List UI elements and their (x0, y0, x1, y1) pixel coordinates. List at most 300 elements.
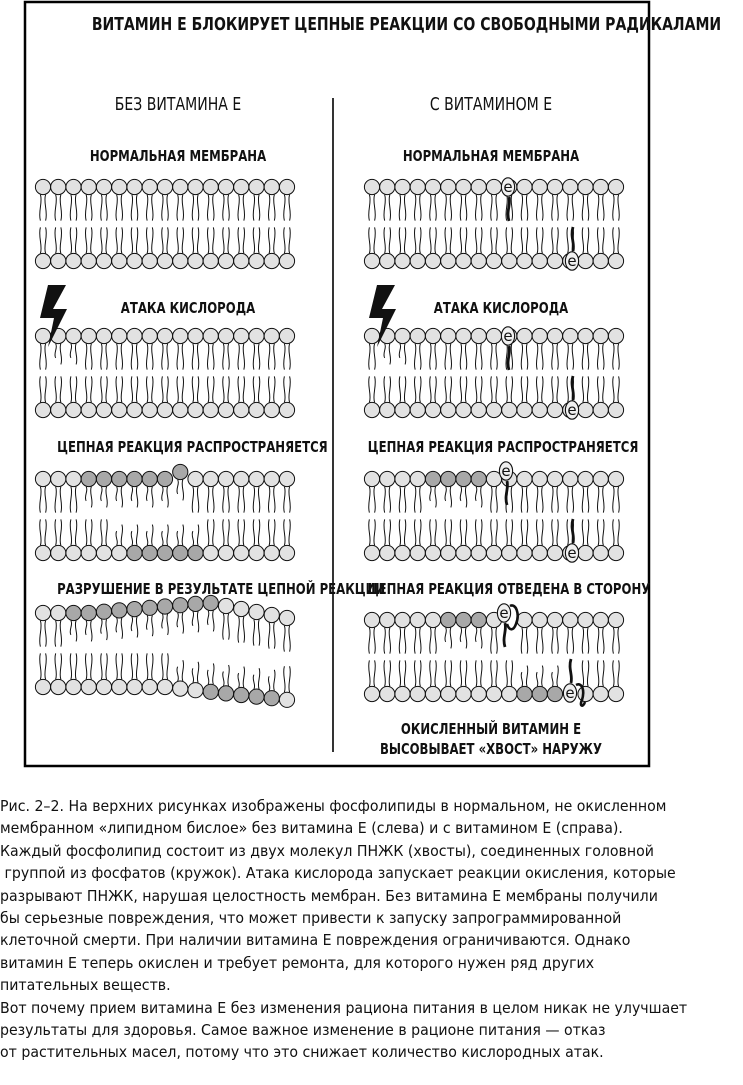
phospholipid-head (157, 545, 172, 560)
phospholipid-head (218, 328, 233, 343)
phospholipid-head (425, 328, 440, 343)
phospholipid-head (395, 179, 410, 194)
phospholipid-head (364, 686, 379, 701)
phospholipid-head (66, 605, 81, 620)
phospholipid-head (380, 545, 395, 560)
vitamin-e-bottom-1-tail (572, 227, 573, 251)
phospholipid-head (188, 328, 203, 343)
phospholipid-head (578, 471, 593, 486)
phospholipid-head (517, 545, 532, 560)
caption-line: Вот почему прием витамина Е без изменения рациона питания в целом никак не улучшает (0, 998, 688, 1017)
phospholipid-head (456, 612, 471, 627)
phospholipid-head (35, 545, 50, 560)
phospholipid-head (395, 471, 410, 486)
phospholipid-head (532, 612, 547, 627)
phospholipid-head (486, 402, 501, 417)
phospholipid-head (157, 253, 172, 268)
phospholipid-head (173, 598, 188, 613)
phospholipid-head (173, 464, 188, 479)
phospholipid-head (279, 253, 294, 268)
phospholipid-head (456, 545, 471, 560)
phospholipid-head (112, 328, 127, 343)
phospholipid-head (142, 600, 157, 615)
phospholipid-head (279, 179, 294, 194)
phospholipid-head (532, 253, 547, 268)
phospholipid-head (547, 545, 562, 560)
phospholipid-head (456, 686, 471, 701)
phospholipid-head (173, 179, 188, 194)
phospholipid-head (608, 545, 623, 560)
phospholipid-head (547, 612, 562, 627)
phospholipid-head (81, 179, 96, 194)
phospholipid-head (456, 253, 471, 268)
phospholipid-head (264, 402, 279, 417)
phospholipid-head (471, 545, 486, 560)
phospholipid-head (218, 179, 233, 194)
phospholipid-head (173, 681, 188, 696)
phospholipid-head (593, 686, 608, 701)
phospholipid-head (264, 328, 279, 343)
phospholipid-head (157, 328, 172, 343)
phospholipid-head (112, 471, 127, 486)
phospholipid-head (234, 328, 249, 343)
phospholipid-head (471, 471, 486, 486)
phospholipid-head (51, 471, 66, 486)
phospholipid-head (218, 545, 233, 560)
phospholipid-head (410, 612, 425, 627)
phospholipid-head (441, 545, 456, 560)
phospholipid-head (35, 402, 50, 417)
phospholipid-head (51, 179, 66, 194)
phospholipid-head (593, 253, 608, 268)
phospholipid-head (142, 402, 157, 417)
vitamin-e-top-2-tail (508, 346, 509, 370)
vitamin-e-top-1-tail (508, 197, 509, 221)
phospholipid-head (173, 253, 188, 268)
phospholipid-head (593, 179, 608, 194)
phospholipid-head (471, 179, 486, 194)
phospholipid-head (395, 686, 410, 701)
phospholipid-head (127, 602, 142, 617)
phospholipid-head (532, 179, 547, 194)
phospholipid-head (486, 545, 501, 560)
phospholipid-head (425, 612, 440, 627)
phospholipid-head (502, 545, 517, 560)
phospholipid-head (608, 179, 623, 194)
phospholipid-head (249, 253, 264, 268)
phospholipid-head (96, 328, 111, 343)
phospholipid-head (441, 328, 456, 343)
phospholipid-head (410, 471, 425, 486)
phospholipid-head (203, 684, 218, 699)
phospholipid-head (547, 253, 562, 268)
phospholipid-head (279, 471, 294, 486)
right-panel-4-label: ЦЕПНАЯ РЕАКЦИЯ ОТВЕДЕНА В СТОРОНУ (367, 580, 651, 598)
phospholipid-head (441, 686, 456, 701)
phospholipid-head (486, 179, 501, 194)
phospholipid-head (471, 253, 486, 268)
phospholipid-head (364, 253, 379, 268)
phospholipid-head (456, 402, 471, 417)
phospholipid-head (127, 402, 142, 417)
caption-line: результаты для здоровья. Самое важное изменение в рационе питания — отказ (0, 1021, 606, 1040)
phospholipid-head (395, 253, 410, 268)
caption-line: Рис. 2–2. На верхних рисунках изображены фосфолипиды в нормальном, не окисленном (0, 797, 667, 815)
phospholipid-head (35, 471, 50, 486)
phospholipid-head (471, 402, 486, 417)
phospholipid-head (486, 253, 501, 268)
figure-title: ВИТАМИН Е БЛОКИРУЕТ ЦЕПНЫЕ РЕАКЦИИ СО СВОБОДНЫМИ РАДИКАЛАМИ (91, 14, 722, 35)
phospholipid-head (96, 179, 111, 194)
phospholipid-head (66, 179, 81, 194)
phospholipid-head (188, 253, 203, 268)
phospholipid-head (547, 402, 562, 417)
phospholipid-head (364, 545, 379, 560)
phospholipid-head (395, 402, 410, 417)
left-panel-4-label: РАЗРУШЕНИЕ В РЕЗУЛЬТАТЕ ЦЕПНОЙ РЕАКЦИИ (57, 580, 386, 598)
vitamin-e-bottom-3-label: e (567, 544, 577, 562)
phospholipid-head (188, 545, 203, 560)
left-heading: БЕЗ ВИТАМИНА Е (114, 94, 242, 115)
left-panel-2-label: АТАКА КИСЛОРОДА (120, 299, 256, 317)
phospholipid-head (563, 471, 578, 486)
phospholipid-head (563, 179, 578, 194)
phospholipid-head (547, 686, 562, 701)
phospholipid-head (410, 686, 425, 701)
phospholipid-head (578, 179, 593, 194)
left-panel-3-label: ЦЕПНАЯ РЕАКЦИЯ РАСПРОСТРАНЯЕТСЯ (57, 438, 328, 456)
phospholipid-head (81, 253, 96, 268)
phospholipid-head (51, 605, 66, 620)
vitamin-e-top-3-tail (506, 481, 507, 505)
caption-line: группой из фосфатов (кружок). Атака кислорода запускает реакции окисления, которые (0, 864, 676, 883)
phospholipid-head (425, 179, 440, 194)
phospholipid-head (608, 612, 623, 627)
phospholipid-head (380, 253, 395, 268)
phospholipid-head (608, 253, 623, 268)
phospholipid-head (157, 402, 172, 417)
phospholipid-head (532, 402, 547, 417)
phospholipid-head (578, 253, 593, 268)
phospholipid-head (425, 686, 440, 701)
phospholipid-head (517, 612, 532, 627)
phospholipid-head (188, 179, 203, 194)
phospholipid-head (517, 471, 532, 486)
phospholipid-head (380, 471, 395, 486)
phospholipid-head (112, 179, 127, 194)
right-heading: С ВИТАМИНОМ Е (429, 94, 553, 115)
phospholipid-head (410, 402, 425, 417)
phospholipid-head (486, 686, 501, 701)
phospholipid-head (608, 471, 623, 486)
phospholipid-head (578, 545, 593, 560)
phospholipid-head (203, 402, 218, 417)
phospholipid-head (218, 253, 233, 268)
phospholipid-head (593, 545, 608, 560)
phospholipid-head (203, 471, 218, 486)
phospholipid-head (471, 328, 486, 343)
phospholipid-head (203, 179, 218, 194)
phospholipid-head (364, 612, 379, 627)
phospholipid-head (425, 253, 440, 268)
phospholipid-head (593, 612, 608, 627)
right-panel-2-label: АТАКА КИСЛОРОДА (433, 299, 569, 317)
phospholipid-head (593, 328, 608, 343)
phospholipid-head (364, 179, 379, 194)
phospholipid-head (173, 402, 188, 417)
phospholipid-head (35, 679, 50, 694)
phospholipid-head (380, 612, 395, 627)
phospholipid-head (234, 402, 249, 417)
phospholipid-head (142, 328, 157, 343)
caption-line: клеточной смерти. При наличии витамина Е повреждения ограничиваются. Однако (0, 931, 631, 950)
phospholipid-head (81, 679, 96, 694)
phospholipid-head (441, 612, 456, 627)
phospholipid-head (51, 679, 66, 694)
phospholipid-head (380, 402, 395, 417)
right-panel-1-label: НОРМАЛЬНАЯ МЕМБРАНА (402, 147, 580, 165)
phospholipid-head (218, 686, 233, 701)
phospholipid-head (425, 471, 440, 486)
phospholipid-head (486, 328, 501, 343)
phospholipid-head (456, 179, 471, 194)
phospholipid-head (578, 686, 593, 701)
phospholipid-head (35, 328, 50, 343)
phospholipid-head (142, 179, 157, 194)
phospholipid-head (127, 179, 142, 194)
phospholipid-head (578, 328, 593, 343)
phospholipid-head (112, 402, 127, 417)
phospholipid-head (96, 545, 111, 560)
phospholipid-head (471, 612, 486, 627)
phospholipid-head (517, 253, 532, 268)
phospholipid-head (532, 545, 547, 560)
phospholipid-head (203, 253, 218, 268)
phospholipid-head (364, 402, 379, 417)
phospholipid-head (112, 253, 127, 268)
vitamin-e-oxidized-bottom-tail (570, 659, 571, 683)
phospholipid-head (234, 545, 249, 560)
phospholipid-head (264, 545, 279, 560)
phospholipid-head (532, 328, 547, 343)
phospholipid-head (157, 179, 172, 194)
phospholipid-head (127, 328, 142, 343)
caption-line: от растительных масел, потому что это снижает количество кислородных атак. (0, 1043, 604, 1062)
phospholipid-head (279, 402, 294, 417)
phospholipid-head (441, 402, 456, 417)
bottom-note-line-2: ВЫСОВЫВАЕТ «ХВОСТ» НАРУЖУ (379, 740, 603, 758)
phospholipid-head (157, 471, 172, 486)
phospholipid-head (127, 253, 142, 268)
phospholipid-head (380, 179, 395, 194)
phospholipid-head (96, 471, 111, 486)
phospholipid-head (264, 691, 279, 706)
phospholipid-head (218, 598, 233, 613)
phospholipid-head (81, 545, 96, 560)
phospholipid-head (173, 328, 188, 343)
phospholipid-head (234, 179, 249, 194)
phospholipid-head (81, 605, 96, 620)
phospholipid-head (456, 328, 471, 343)
vitamin-e-top-1-label: e (503, 178, 513, 196)
phospholipid-head (264, 179, 279, 194)
figure-caption (0, 795, 743, 1064)
phospholipid-head (441, 471, 456, 486)
phospholipid-head (188, 596, 203, 611)
vitamin-e-bottom-2-tail (572, 376, 573, 400)
phospholipid-head (35, 253, 50, 268)
caption-line: витамин Е теперь окислен и требует ремонта, для которого нужен ряд других (0, 953, 595, 972)
phospholipid-head (441, 179, 456, 194)
phospholipid-head (563, 612, 578, 627)
phospholipid-head (66, 679, 81, 694)
phospholipid-head (502, 402, 517, 417)
phospholipid-head (218, 402, 233, 417)
figure-frame (25, 2, 722, 766)
phospholipid-head (51, 402, 66, 417)
phospholipid-head (203, 545, 218, 560)
phospholipid-head (410, 328, 425, 343)
phospholipid-head (96, 402, 111, 417)
right-panel-3-label: ЦЕПНАЯ РЕАКЦИЯ РАСПРОСТРАНЯЕТСЯ (367, 438, 639, 456)
diagram-figure (23, 0, 722, 770)
phospholipid-head (234, 253, 249, 268)
bottom-note-line-1: ОКИСЛЕННЫЙ ВИТАМИН Е (400, 720, 582, 738)
phospholipid-head (234, 687, 249, 702)
diagram-canvas (23, 0, 722, 770)
phospholipid-head (410, 253, 425, 268)
phospholipid-head (249, 328, 264, 343)
phospholipid-head (395, 612, 410, 627)
vitamin-e-bottom-1-label: e (567, 252, 577, 270)
phospholipid-head (532, 686, 547, 701)
phospholipid-head (502, 253, 517, 268)
caption-line: бы серьезные повреждения, что может привести к запуску запрограммированной (0, 909, 622, 928)
phospholipid-head (203, 328, 218, 343)
phospholipid-head (395, 328, 410, 343)
phospholipid-head (142, 471, 157, 486)
phospholipid-head (157, 599, 172, 614)
phospholipid-head (249, 179, 264, 194)
left-panel-1-label: НОРМАЛЬНАЯ МЕМБРАНА (89, 147, 267, 165)
vitamin-e-oxidized-top-tail (504, 623, 505, 647)
phospholipid-head (279, 545, 294, 560)
caption-line: Каждый фосфолипид состоит из двух молекул ПНЖК (хвосты), соединенных головной (0, 841, 654, 860)
phospholipid-head (96, 604, 111, 619)
phospholipid-head (425, 402, 440, 417)
phospholipid-head (264, 607, 279, 622)
caption-line: питательных веществ. (0, 976, 171, 995)
phospholipid-head (173, 545, 188, 560)
vitamin-e-bottom-3-tail (572, 519, 573, 543)
phospholipid-head (563, 328, 578, 343)
phospholipid-head (380, 686, 395, 701)
phospholipid-head (578, 612, 593, 627)
phospholipid-head (578, 402, 593, 417)
phospholipid-head (547, 471, 562, 486)
caption-line: разрывают ПНЖК, нарушая целостность мембран. Без витамина Е мембраны получили (0, 886, 658, 905)
phospholipid-head (218, 471, 233, 486)
phospholipid-head (35, 179, 50, 194)
phospholipid-head (249, 402, 264, 417)
phospholipid-head (471, 686, 486, 701)
phospholipid-head (142, 679, 157, 694)
phospholipid-head (279, 328, 294, 343)
phospholipid-head (96, 253, 111, 268)
phospholipid-head (234, 471, 249, 486)
phospholipid-head (81, 471, 96, 486)
phospholipid-head (142, 253, 157, 268)
phospholipid-head (66, 402, 81, 417)
phospholipid-head (249, 604, 264, 619)
phospholipid-head (66, 471, 81, 486)
phospholipid-head (364, 471, 379, 486)
phospholipid-head (35, 605, 50, 620)
phospholipid-head (264, 471, 279, 486)
phospholipid-head (410, 179, 425, 194)
phospholipid-head (234, 601, 249, 616)
caption-line: мембранном «липидном бислое» без витамина Е (слева) и с витамином Е (справа). (0, 819, 623, 838)
phospholipid-head (188, 471, 203, 486)
phospholipid-head (456, 471, 471, 486)
phospholipid-head (517, 179, 532, 194)
vitamin-e-oxidized-top-label: e (499, 604, 509, 622)
vitamin-e-top-3-label: e (501, 462, 511, 480)
phospholipid-head (279, 610, 294, 625)
phospholipid-head (425, 545, 440, 560)
phospholipid-head (66, 253, 81, 268)
phospholipid-head (608, 402, 623, 417)
phospholipid-head (517, 686, 532, 701)
phospholipid-head (112, 679, 127, 694)
phospholipid-head (188, 402, 203, 417)
vitamin-e-bottom-2-label: e (567, 401, 577, 419)
phospholipid-head (127, 545, 142, 560)
phospholipid-head (364, 328, 379, 343)
phospholipid-head (547, 328, 562, 343)
phospholipid-head (410, 545, 425, 560)
phospholipid-head (608, 328, 623, 343)
phospholipid-head (127, 471, 142, 486)
phospholipid-head (608, 686, 623, 701)
phospholipid-head (395, 545, 410, 560)
vitamin-e-oxidized-bottom-label: e (565, 684, 575, 702)
phospholipid-head (157, 679, 172, 694)
phospholipid-head (441, 253, 456, 268)
phospholipid-head (81, 328, 96, 343)
phospholipid-head (66, 328, 81, 343)
phospholipid-head (249, 471, 264, 486)
phospholipid-head (264, 253, 279, 268)
phospholipid-head (502, 686, 517, 701)
vitamin-e-top-2-label: e (503, 327, 513, 345)
phospholipid-head (51, 545, 66, 560)
phospholipid-head (142, 545, 157, 560)
phospholipid-head (112, 603, 127, 618)
phospholipid-head (532, 471, 547, 486)
phospholipid-head (517, 402, 532, 417)
phospholipid-head (279, 692, 294, 707)
phospholipid-head (51, 253, 66, 268)
phospholipid-head (112, 545, 127, 560)
phospholipid-head (66, 545, 81, 560)
phospholipid-head (96, 679, 111, 694)
phospholipid-head (188, 683, 203, 698)
phospholipid-head (547, 179, 562, 194)
phospholipid-head (593, 471, 608, 486)
phospholipid-head (249, 545, 264, 560)
phospholipid-head (81, 402, 96, 417)
